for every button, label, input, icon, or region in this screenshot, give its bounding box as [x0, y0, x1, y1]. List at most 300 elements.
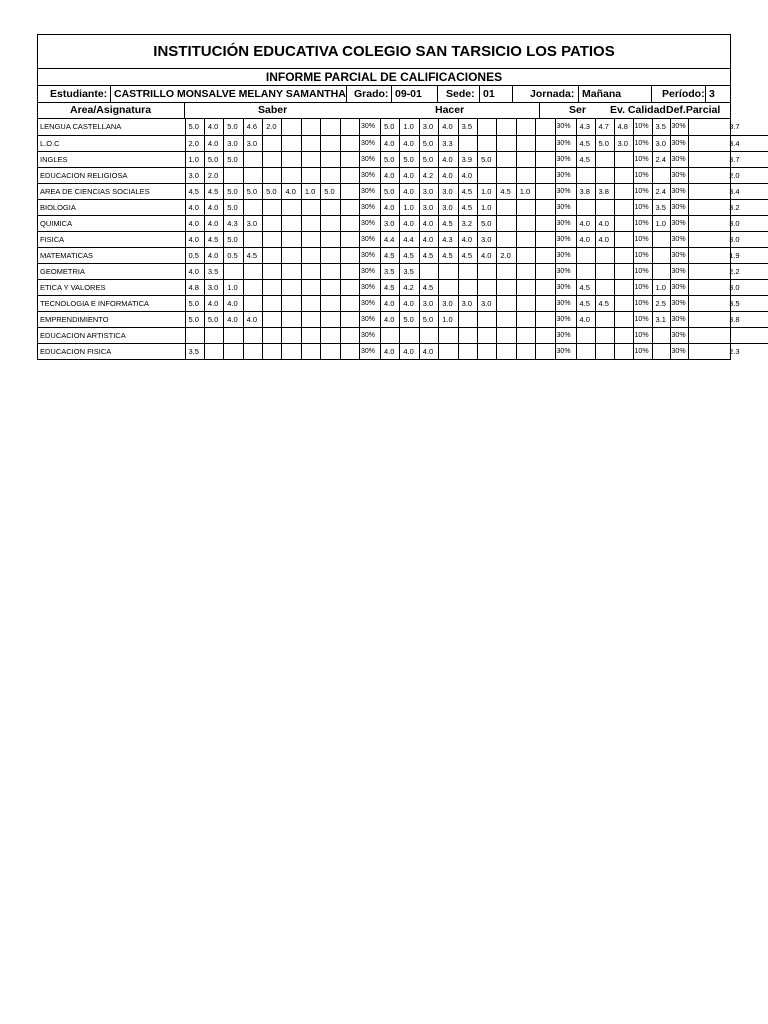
hacer-grade-cell: 5.0 [477, 215, 496, 231]
saber-grade-cell [263, 247, 282, 263]
ser-grade-cell [614, 199, 633, 215]
ser-header: Ser [569, 104, 586, 116]
saber-grade-cell: 1.0 [224, 279, 243, 295]
ser-grade-cell [595, 327, 614, 343]
hacer-weight-cell: 30% [555, 295, 576, 311]
ser-grade-cell [576, 327, 595, 343]
ser-grade-cell: 4.3 [576, 119, 595, 135]
ser-grade-cell [576, 343, 595, 359]
ser-weight-cell: 10% [633, 247, 652, 263]
hacer-grade-cell [419, 263, 438, 279]
hacer-grade-cell: 3.0 [419, 183, 438, 199]
table-row [38, 167, 768, 183]
table-row [38, 247, 768, 263]
ser-grade-cell [595, 263, 614, 279]
saber-grade-cell: 4.0 [224, 295, 243, 311]
saber-weight-cell: 30% [360, 279, 381, 295]
saber-grade-cell [301, 119, 320, 135]
hacer-grade-cell: 3.0 [419, 119, 438, 135]
hacer-grade-cell [536, 215, 555, 231]
saber-grade-cell [301, 311, 320, 327]
subject-cell: FISICA [38, 231, 185, 247]
ev-weight-cell: 30% [670, 215, 688, 231]
saber-grade-cell: 4.5 [185, 183, 204, 199]
hacer-grade-cell: 3.9 [458, 151, 477, 167]
table-row [38, 151, 768, 167]
saber-grade-cell [185, 327, 204, 343]
def-parcial-header: Def.Parcial [666, 104, 721, 116]
ev-calidad-cell [652, 167, 670, 183]
saber-grade-cell: 3.5 [185, 343, 204, 359]
ev-calidad-cell: 2.5 [652, 295, 670, 311]
subject-cell: LENGUA CASTELLANA [38, 119, 185, 135]
hacer-grade-cell: 1.0 [439, 311, 458, 327]
def-parcial-cell: 3.4 [688, 135, 768, 151]
saber-grade-cell: 5.0 [263, 183, 282, 199]
saber-grade-cell: 4.5 [204, 183, 223, 199]
hacer-weight-cell: 30% [555, 151, 576, 167]
saber-grade-cell [321, 279, 340, 295]
subject-cell: AREA DE CIENCIAS SOCIALES [38, 183, 185, 199]
ev-calidad-cell [652, 231, 670, 247]
hacer-grade-cell: 4.4 [400, 231, 419, 247]
hacer-grade-cell: 1.0 [477, 199, 496, 215]
hacer-grade-cell: 4.5 [497, 183, 516, 199]
ser-grade-cell [614, 151, 633, 167]
ser-grade-cell: 4.0 [595, 231, 614, 247]
ser-grade-cell [576, 199, 595, 215]
ser-weight-cell: 10% [633, 263, 652, 279]
ser-grade-cell: 3.0 [614, 135, 633, 151]
saber-grade-cell: 2.0 [185, 135, 204, 151]
saber-grade-cell [263, 279, 282, 295]
saber-grade-cell [263, 263, 282, 279]
hacer-grade-cell [497, 119, 516, 135]
ev-calidad-cell [652, 343, 670, 359]
ser-weight-cell: 10% [633, 199, 652, 215]
saber-grade-cell: 5.0 [204, 151, 223, 167]
hacer-grade-cell [536, 119, 555, 135]
def-parcial-cell: 3.0 [688, 215, 768, 231]
grade-label: Grado: [354, 88, 389, 100]
hacer-grade-cell: 3.2 [458, 215, 477, 231]
saber-grade-cell [263, 311, 282, 327]
saber-grade-cell [301, 343, 320, 359]
hacer-grade-cell: 4.0 [419, 231, 438, 247]
saber-grade-cell [282, 279, 301, 295]
hacer-grade-cell [516, 279, 535, 295]
table-row [38, 199, 768, 215]
ser-weight-cell: 10% [633, 343, 652, 359]
ser-grade-cell: 4.5 [576, 295, 595, 311]
subject-cell: BIOLOGIA [38, 199, 185, 215]
saber-grade-cell [243, 199, 262, 215]
subject-cell: EMPRENDIMIENTO [38, 311, 185, 327]
ser-grade-cell [595, 343, 614, 359]
ser-weight-cell: 10% [633, 183, 652, 199]
subject-cell: INGLES [38, 151, 185, 167]
divider [346, 86, 347, 102]
saber-grade-cell [301, 215, 320, 231]
saber-grade-cell [263, 199, 282, 215]
saber-grade-cell: 5.0 [224, 183, 243, 199]
hacer-grade-cell [516, 263, 535, 279]
hacer-grade-cell [497, 199, 516, 215]
ser-grade-cell [576, 247, 595, 263]
ser-grade-cell [576, 263, 595, 279]
ser-grade-cell [576, 167, 595, 183]
hacer-grade-cell: 5.0 [419, 311, 438, 327]
hacer-grade-cell [458, 135, 477, 151]
ev-weight-cell: 30% [670, 247, 688, 263]
saber-grade-cell [243, 263, 262, 279]
saber-weight-cell: 30% [360, 151, 381, 167]
hacer-grade-cell [516, 135, 535, 151]
hacer-grade-cell: 5.0 [419, 135, 438, 151]
saber-grade-cell: 5.0 [243, 183, 262, 199]
hacer-grade-cell: 4.0 [400, 183, 419, 199]
def-parcial-cell: 1.9 [688, 247, 768, 263]
site-value: 01 [483, 88, 495, 100]
hacer-grade-cell: 3.5 [458, 119, 477, 135]
hacer-grade-cell: 3.3 [439, 135, 458, 151]
saber-grade-cell [340, 119, 359, 135]
saber-grade-cell [282, 343, 301, 359]
ser-grade-cell [595, 151, 614, 167]
hacer-grade-cell [536, 343, 555, 359]
ser-grade-cell: 4.8 [614, 119, 633, 135]
hacer-grade-cell: 4.0 [419, 343, 438, 359]
hacer-grade-cell [439, 343, 458, 359]
site-label: Sede: [446, 88, 475, 100]
saber-grade-cell [301, 279, 320, 295]
hacer-grade-cell [477, 311, 496, 327]
saber-grade-cell [321, 231, 340, 247]
period-label: Período: [662, 88, 705, 100]
ser-grade-cell [614, 247, 633, 263]
ser-weight-cell: 10% [633, 279, 652, 295]
hacer-weight-cell: 30% [555, 327, 576, 343]
ev-weight-cell: 30% [670, 183, 688, 199]
hacer-grade-cell: 4.5 [458, 183, 477, 199]
hacer-grade-cell: 4.5 [381, 247, 400, 263]
ser-grade-cell [614, 343, 633, 359]
hacer-grade-cell: 4.5 [381, 279, 400, 295]
hacer-grade-cell: 4.0 [400, 295, 419, 311]
hacer-grade-cell: 3.5 [381, 263, 400, 279]
hacer-grade-cell: 4.5 [419, 279, 438, 295]
saber-grade-cell: 3.0 [243, 215, 262, 231]
saber-grade-cell [340, 343, 359, 359]
subject-cell: GEOMETRIA [38, 263, 185, 279]
saber-grade-cell: 5.0 [321, 183, 340, 199]
ev-weight-cell: 30% [670, 199, 688, 215]
ev-calidad-cell: 2.4 [652, 151, 670, 167]
hacer-grade-cell: 5.0 [381, 151, 400, 167]
saber-grade-cell [321, 295, 340, 311]
saber-grade-cell [340, 263, 359, 279]
ser-grade-cell [614, 263, 633, 279]
saber-grade-cell [301, 247, 320, 263]
saber-grade-cell [282, 263, 301, 279]
saber-grade-cell: 4.0 [204, 135, 223, 151]
saber-grade-cell [204, 327, 223, 343]
saber-grade-cell: 4.0 [204, 199, 223, 215]
hacer-grade-cell [477, 263, 496, 279]
saber-grade-cell: 4.3 [224, 215, 243, 231]
saber-grade-cell: 4.6 [243, 119, 262, 135]
saber-grade-cell [340, 327, 359, 343]
saber-grade-cell: 4.0 [185, 215, 204, 231]
def-parcial-cell: 2.0 [688, 167, 768, 183]
saber-grade-cell [301, 199, 320, 215]
ev-weight-cell: 30% [670, 231, 688, 247]
hacer-grade-cell [477, 135, 496, 151]
ev-calidad-cell [652, 263, 670, 279]
saber-grade-cell [282, 119, 301, 135]
hacer-grade-cell: 3.0 [439, 295, 458, 311]
hacer-grade-cell: 4.5 [458, 199, 477, 215]
hacer-grade-cell [536, 183, 555, 199]
saber-grade-cell [243, 327, 262, 343]
saber-grade-cell: 2.0 [204, 167, 223, 183]
hacer-grade-cell: 4.5 [400, 247, 419, 263]
hacer-grade-cell [516, 167, 535, 183]
divider [512, 86, 513, 102]
hacer-grade-cell [516, 343, 535, 359]
saber-grade-cell: 4.0 [204, 119, 223, 135]
saber-weight-cell: 30% [360, 343, 381, 359]
hacer-grade-cell [477, 279, 496, 295]
hacer-grade-cell [536, 263, 555, 279]
saber-grade-cell [301, 231, 320, 247]
hacer-grade-cell: 4.0 [381, 199, 400, 215]
hacer-grade-cell [516, 295, 535, 311]
ser-grade-cell: 5.0 [595, 135, 614, 151]
saber-grade-cell [282, 231, 301, 247]
saber-grade-cell [301, 263, 320, 279]
ser-grade-cell [595, 311, 614, 327]
hacer-grade-cell [536, 311, 555, 327]
ser-weight-cell: 10% [633, 215, 652, 231]
hacer-weight-cell: 30% [555, 263, 576, 279]
saber-grade-cell [340, 231, 359, 247]
report-subtitle: INFORME PARCIAL DE CALIFICACIONES [38, 69, 730, 86]
saber-grade-cell [282, 135, 301, 151]
hacer-grade-cell: 1.0 [477, 183, 496, 199]
hacer-grade-cell: 4.0 [381, 343, 400, 359]
shift-label: Jornada: [530, 88, 575, 100]
saber-grade-cell [243, 231, 262, 247]
saber-grade-cell: 4.0 [282, 183, 301, 199]
hacer-grade-cell: 5.0 [381, 119, 400, 135]
ev-weight-cell: 30% [670, 311, 688, 327]
ser-grade-cell: 4.7 [595, 119, 614, 135]
hacer-grade-cell: 4.0 [381, 167, 400, 183]
ev-calidad-cell: 3.1 [652, 311, 670, 327]
divider [391, 86, 392, 102]
hacer-grade-cell: 3.0 [477, 231, 496, 247]
hacer-grade-cell [439, 263, 458, 279]
shift-value: Mañana [582, 88, 622, 100]
saber-grade-cell: 4.0 [243, 311, 262, 327]
saber-grade-cell [301, 327, 320, 343]
saber-grade-cell [282, 167, 301, 183]
ser-weight-cell: 10% [633, 167, 652, 183]
hacer-grade-cell [497, 151, 516, 167]
hacer-grade-cell [536, 279, 555, 295]
saber-grade-cell [321, 215, 340, 231]
ser-grade-cell: 4.5 [576, 151, 595, 167]
ser-grade-cell [595, 167, 614, 183]
hacer-grade-cell: 4.0 [400, 167, 419, 183]
ser-grade-cell [614, 167, 633, 183]
saber-grade-cell [340, 247, 359, 263]
ser-grade-cell [614, 231, 633, 247]
hacer-grade-cell [536, 247, 555, 263]
saber-weight-cell: 30% [360, 199, 381, 215]
saber-header: Saber [258, 104, 288, 116]
hacer-grade-cell [516, 151, 535, 167]
divider [184, 103, 185, 118]
ser-grade-cell [614, 183, 633, 199]
hacer-weight-cell: 30% [555, 311, 576, 327]
hacer-grade-cell: 1.0 [400, 119, 419, 135]
saber-grade-cell [301, 167, 320, 183]
hacer-grade-cell [516, 311, 535, 327]
ev-weight-cell: 30% [670, 167, 688, 183]
table-row [38, 183, 768, 199]
ev-calidad-cell: 3.0 [652, 135, 670, 151]
saber-grade-cell [263, 135, 282, 151]
def-parcial-cell: 3.7 [688, 151, 768, 167]
saber-grade-cell [282, 247, 301, 263]
def-parcial-cell: 3.4 [688, 183, 768, 199]
saber-weight-cell: 30% [360, 183, 381, 199]
divider [437, 86, 438, 102]
hacer-grade-cell: 5.0 [419, 151, 438, 167]
subject-cell: EDUCACION ARTISTICA [38, 327, 185, 343]
saber-grade-cell: 1.0 [185, 151, 204, 167]
ev-calidad-header: Ev. Calidad [610, 104, 666, 116]
saber-grade-cell [340, 183, 359, 199]
saber-weight-cell: 30% [360, 135, 381, 151]
grades-table [38, 119, 768, 359]
saber-grade-cell [243, 295, 262, 311]
saber-grade-cell [321, 167, 340, 183]
ev-weight-cell: 30% [670, 263, 688, 279]
ser-grade-cell: 4.0 [576, 311, 595, 327]
divider [651, 86, 652, 102]
hacer-grade-cell: 3.5 [400, 263, 419, 279]
hacer-grade-cell: 4.0 [400, 343, 419, 359]
def-parcial-cell: 3.0 [688, 279, 768, 295]
ser-weight-cell: 10% [633, 327, 652, 343]
saber-weight-cell: 30% [360, 119, 381, 135]
hacer-grade-cell: 5.0 [477, 151, 496, 167]
saber-grade-cell [321, 151, 340, 167]
period-value: 3 [709, 88, 715, 100]
hacer-grade-cell: 5.0 [400, 151, 419, 167]
ev-calidad-cell: 3.5 [652, 119, 670, 135]
saber-grade-cell [340, 167, 359, 183]
ev-calidad-cell: 1.0 [652, 215, 670, 231]
table-row [38, 343, 768, 359]
hacer-grade-cell [516, 215, 535, 231]
saber-weight-cell: 30% [360, 295, 381, 311]
table-row [38, 295, 768, 311]
hacer-grade-cell: 3.0 [419, 199, 438, 215]
saber-grade-cell [340, 311, 359, 327]
hacer-weight-cell: 30% [555, 343, 576, 359]
saber-grade-cell [321, 247, 340, 263]
saber-weight-cell: 30% [360, 263, 381, 279]
saber-grade-cell [263, 343, 282, 359]
hacer-grade-cell [516, 327, 535, 343]
hacer-grade-cell [516, 199, 535, 215]
ser-grade-cell: 4.5 [595, 295, 614, 311]
ser-grade-cell [595, 247, 614, 263]
hacer-grade-cell: 5.0 [381, 183, 400, 199]
saber-weight-cell: 30% [360, 311, 381, 327]
saber-grade-cell: 4.0 [224, 311, 243, 327]
hacer-grade-cell [419, 327, 438, 343]
saber-grade-cell: 5.0 [185, 295, 204, 311]
subject-cell: EDUCACION RELIGIOSA [38, 167, 185, 183]
saber-grade-cell [282, 151, 301, 167]
saber-weight-cell: 30% [360, 167, 381, 183]
divider [539, 103, 540, 118]
saber-grade-cell: 5.0 [224, 119, 243, 135]
saber-grade-cell [340, 295, 359, 311]
hacer-grade-cell [497, 263, 516, 279]
def-parcial-cell: 2.2 [688, 263, 768, 279]
ev-weight-cell: 30% [670, 327, 688, 343]
saber-grade-cell: 4.0 [204, 247, 223, 263]
saber-grade-cell: 5.0 [204, 311, 223, 327]
hacer-grade-cell: 3.0 [477, 295, 496, 311]
ser-weight-cell: 10% [633, 135, 652, 151]
saber-grade-cell: 3.5 [204, 263, 223, 279]
subject-cell: EDUCACION FISICA [38, 343, 185, 359]
hacer-weight-cell: 30% [555, 231, 576, 247]
saber-weight-cell: 30% [360, 231, 381, 247]
hacer-grade-cell [516, 231, 535, 247]
saber-grade-cell: 0.5 [224, 247, 243, 263]
hacer-grade-cell: 3.0 [419, 295, 438, 311]
subject-cell: L.O.C [38, 135, 185, 151]
ev-weight-cell: 30% [670, 119, 688, 135]
ev-weight-cell: 30% [670, 295, 688, 311]
hacer-grade-cell: 3.0 [381, 215, 400, 231]
student-info-bar [38, 86, 730, 103]
ev-weight-cell: 30% [670, 343, 688, 359]
hacer-grade-cell: 3.0 [439, 199, 458, 215]
area-header: Area/Asignatura [70, 104, 152, 116]
hacer-grade-cell [497, 327, 516, 343]
saber-grade-cell [243, 343, 262, 359]
saber-grade-cell [224, 327, 243, 343]
hacer-grade-cell: 4.0 [439, 119, 458, 135]
def-parcial-cell: 3.0 [688, 231, 768, 247]
saber-grade-cell: 5.0 [185, 311, 204, 327]
hacer-weight-cell: 30% [555, 279, 576, 295]
grade-report [37, 34, 740, 360]
hacer-weight-cell: 30% [555, 199, 576, 215]
saber-grade-cell [321, 119, 340, 135]
saber-grade-cell: 3.0 [243, 135, 262, 151]
institution-title: INSTITUCIÓN EDUCATIVA COLEGIO SAN TARSICIO LOS PATIOS [38, 35, 730, 69]
